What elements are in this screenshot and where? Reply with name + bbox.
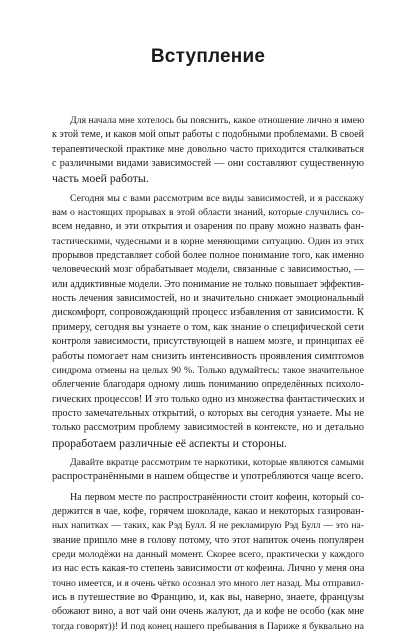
- text-line: прорывов представляет собой более полное понимание того, как именно: [52, 250, 364, 262]
- text-line: точно имеется, и я очень чётко осознал это много лет назад. Мы отправил-: [52, 577, 364, 589]
- text-line: примеру, сегодня вы узнаете о том, как знание о специфической сети: [52, 321, 364, 333]
- text-line: к этой теме, и каков мой опыт работы с подобными проблемами. В своей: [52, 129, 364, 141]
- text-line: На первом месте по распространённости стоит кофеин, который со-: [70, 491, 364, 503]
- text-line: терапевтической практике мне довольно часто приходится сталкиваться: [52, 143, 364, 155]
- text-line: звание пришло мне в голову потому, что этот напиток очень популярен: [52, 534, 364, 546]
- text-line: облегчение благодаря одному лишь пониманию определённых психоло-: [52, 379, 364, 391]
- text-line: гических процессов! И это только одно из множества фантастических и: [52, 393, 365, 405]
- text-line: среди молодёжи на данный момент. Скорее всего, практически у каждого: [52, 548, 364, 560]
- text-line: или аддиктивные модели. Это понимание не только повышает эффектив-: [52, 278, 365, 290]
- text-line: часть моей работы.: [52, 171, 149, 186]
- chapter-title: Вступление: [150, 46, 266, 67]
- text-line: с различными видами зависимостей — они составляют существенную: [52, 158, 364, 170]
- text-line: распространёнными в нашем обществе и употребляются чаще всего.: [52, 471, 364, 483]
- paragraph-2: [52, 192, 364, 450]
- text-line: ных напитках — таких, как Рэд Булл. Я не рекламирую Рэд Булл — это на-: [52, 520, 364, 532]
- text-line: держится в чае, кофе, горячем шоколаде, какао и некоторых газирован-: [52, 505, 364, 517]
- text-line: контроля зависимости, присутствующей в нашем мозге, и принципах её: [52, 336, 364, 348]
- text-line: всем недавно, и эти открытия и озарения по праву можно назвать фан-: [52, 221, 364, 233]
- text-line: тогда говорят))! И под конец нашего пребывания в Париже я буквально на: [52, 620, 364, 632]
- text-line: человеческий мозг обрабатывает модели, связанные с зависимостью, —: [52, 264, 364, 276]
- text-line: Для начала мне хотелось бы пояснить, какое отношение лично я имею: [70, 115, 365, 126]
- text-line: только рассмотрим проблему зависимостей в контексте, но и детально: [52, 422, 364, 434]
- text-line: тастическими, чудесными и в корне меняющими ситуацию. Один из этих: [52, 235, 364, 247]
- text-line: просто замечательных открытий, о которых вы сегодня узнаете. Мы не: [52, 407, 364, 419]
- text-line: Давайте вкратце рассмотрим те наркотики, которые являются самыми: [70, 456, 364, 468]
- text-line: проработаем различные её аспекты и стороны.: [52, 435, 287, 450]
- text-line: дискомфорт, сопровождающий процесс избавления от зависимости. К: [52, 307, 364, 319]
- paragraph-1: [52, 114, 364, 186]
- text-line: работы помогает нам снизить интенсивность проявления симптомов: [52, 350, 364, 362]
- paragraph-3: [52, 456, 364, 485]
- text-line: синдрома отмены на целых 90 %. Только вдумайтесь: такое значительное: [52, 364, 364, 376]
- text-line: из нас есть какая-то степень зависимости от кофеина. Лично у меня она: [52, 563, 365, 575]
- text-line: вам о настоящих прорывах в этой области знаний, которые случились со-: [52, 207, 364, 219]
- text-line: Сегодня мы с вами рассмотрим все виды зависимостей, и я расскажу: [70, 192, 364, 204]
- text-line: обожают вино, а вот чай они очень жалуют, да и кофе не особо (как мне: [52, 606, 364, 618]
- text-line: ись в путешествие во Францию, и, как вы, наверно, знаете, французы: [52, 592, 364, 603]
- text-line: ность лечения зависимостей, но и значительно снижает эмоциональный: [52, 293, 364, 305]
- chapter-body: [52, 114, 364, 640]
- paragraph-4: [52, 491, 364, 634]
